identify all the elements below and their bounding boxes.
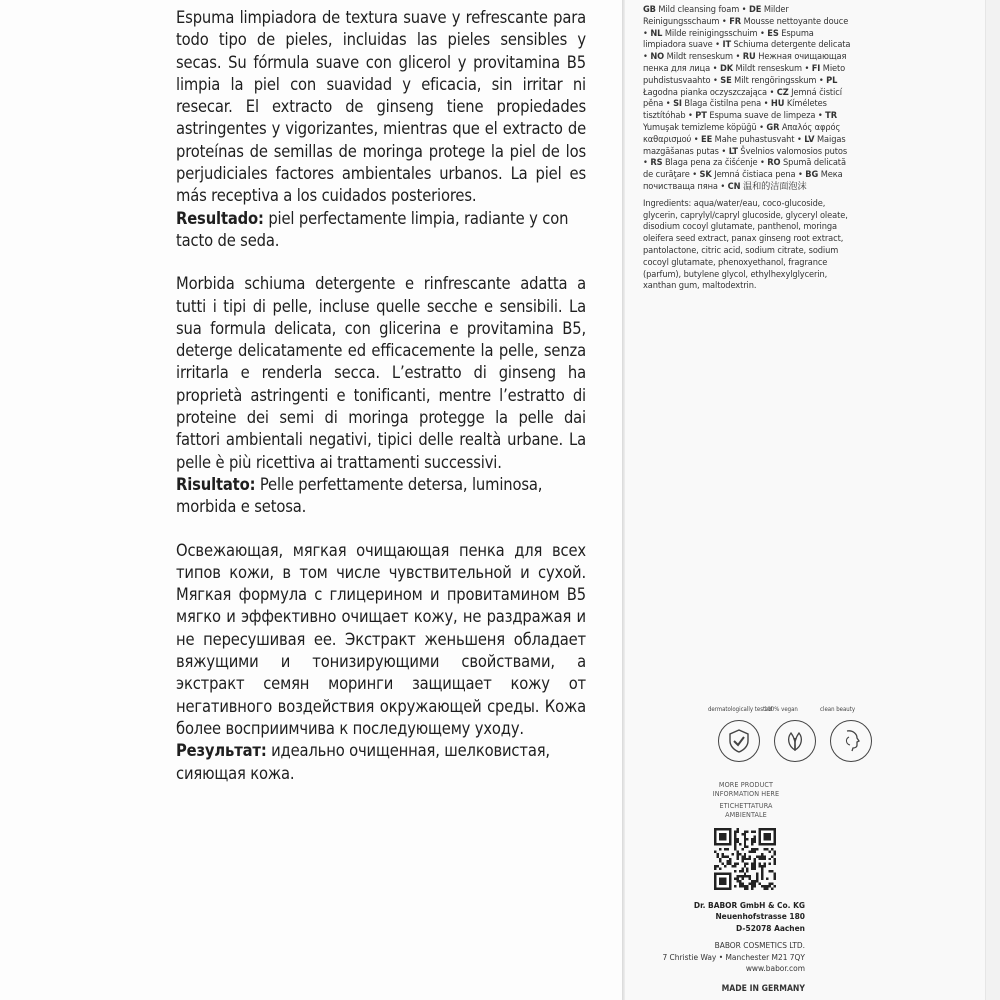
translated-product-name: Łagodna pianka oczyszczająca [643, 86, 767, 98]
language-code: PT [695, 110, 707, 122]
language-code: RU [742, 51, 756, 63]
ingredients-list: Ingredients: aqua/water/eau, coco-glucoside, glycerin, caprylyl/capryl glucoside, glyceryl oleate, disodium cocoyl glutamate, panthenol, moringa oleifera seed extract, panax ginseng root extract, pantolactone, citric acid, sodium citrate, sodium cocoyl glutamate, phenoxyethanol, fragrance (parfum), butylene glycol, ethylhexylglycerin, xanthan gum, maltodextrin. [643, 197, 848, 292]
language-code: GR [766, 121, 780, 133]
language-code: CZ [776, 86, 789, 98]
translated-product-name: Blaga pena za čišćenje [662, 157, 758, 169]
badge-label: dermatologically tested [708, 706, 772, 713]
face-profile-icon [838, 728, 864, 754]
translations-block [643, 4, 853, 292]
language-code: IT [722, 39, 731, 51]
company2-street: 7 Christie Way • Manchester M21 7QY [662, 951, 805, 962]
language-code: CN [727, 180, 741, 192]
translated-product-name: Απαλός αφρός καθαρισμού [643, 121, 841, 145]
clean-beauty-badge [820, 700, 876, 774]
language-code: HU [770, 98, 785, 110]
translated-product-name: Milt rengöringsskum [731, 74, 817, 86]
language-code: RO [767, 157, 781, 169]
language-code: TR [825, 110, 837, 122]
more-info-line: ETICHETTATURA [719, 801, 773, 810]
translated-product-name: Mildt renseskum [733, 62, 802, 74]
ru-result-text: идеально очищенная, шелковистая, сияющая кожа. [176, 741, 550, 783]
translated-product-name: Espuma suave de limpeza [706, 110, 816, 122]
translated-product-name: Jemná čisticí pěna [643, 86, 842, 110]
website: www.babor.com [745, 963, 805, 974]
language-code: SE [720, 74, 732, 86]
ru-result [176, 740, 586, 785]
vegan-badge [764, 700, 820, 774]
it-result-label: Risultato: [176, 474, 256, 494]
dermatologically-tested-badge [708, 700, 772, 774]
es-body: Espuma limpiadora de textura suave y refrescante para todo tipo de pieles, incluidas las pieles sensibles y secas. Su fórmula suave con glicerol y provitamina B5 limpia la piel con suavidad y eficacia, sin irritar ni resecar. El extracto de ginseng tiene propiedades astringentes y vigorizantes, mientras que el extracto de proteínas de semillas de moringa protege la piel de los perjudiciales factores ambientales urbanos. La piel es más receptiva a los cuidados posteriores. [176, 8, 586, 206]
translated-product-name: Jemná čistiaca pena [711, 169, 796, 181]
language-code: DE [748, 4, 762, 15]
language-code: FR [729, 15, 742, 27]
translated-product-name: 温和的洁面泡沫 [740, 180, 807, 192]
translated-product-name: Milde reinigingsschuim [662, 27, 758, 39]
language-code: LT [728, 145, 738, 157]
translated-product-name: Blaga čistilna pena [681, 98, 762, 110]
language-code: GB [643, 4, 656, 15]
more-info-line: AMBIENTALE [725, 810, 767, 819]
company-street: Neuenhofstrasse 180 [715, 911, 805, 922]
made-in: MADE IN GERMANY [721, 984, 805, 995]
language-code: NL [650, 27, 663, 39]
translated-product-name: Espuma limpiadora suave [643, 27, 814, 51]
it-body: Morbida schiuma detergente e rinfrescante adatta a tutti i tipi di pelle, incluse quelle secche e sensibili. La sua formula delicata, con glicerina e provitamina B5, deterge delicatamente ed efficacemente la pelle, senza irritarla e renderla secca. L’estratto di ginseng ha proprietà astringenti e tonificanti, mentre l’estratto di proteine dei semi di moringa protegge la pelle dai fattori ambientali negativi, tipici delle realtà urbane. La pelle è più ricettiva ai trattamenti successivi. [176, 274, 586, 472]
more-info-line: MORE PRODUCT [718, 780, 774, 789]
translated-product-name: Švelnios valomosios putos [737, 145, 848, 157]
qr-code[interactable] [714, 828, 776, 890]
language-code: ES [767, 27, 779, 39]
language-code: SI [673, 98, 682, 110]
check-shield-icon [726, 728, 752, 754]
manufacturer-address [645, 900, 805, 996]
company2-name: BABOR COSMETICS LTD. [714, 940, 805, 951]
translated-product-name: Yumuşak temizleme köpüğü [643, 121, 757, 133]
language-code: BG [805, 169, 819, 181]
language-code: LV [804, 133, 815, 145]
company-city: D-52078 Aachen [736, 922, 805, 933]
language-code: PL [826, 74, 838, 86]
translated-product-name: Milder Reinigungsschaum [643, 4, 789, 27]
language-code: DK [719, 62, 734, 74]
translated-product-name: Mieto puhdistusvaahto [643, 62, 846, 86]
certification-badges [708, 700, 872, 780]
ru-body: Освежающая, мягкая очищающая пенка для всех типов кожи, в том числе чувствительной и сухой. Мягкая формула с глицерином и провитамином B5 мягко и эффективно очищает кожу, не раздражая и не пересушивая ее. Экстракт женьшеня обладает вяжущими и тонизирующими свойствами, а экстракт семян моринги защищает кожу от негативного воздействия окружающей среды. Кожа более восприимчива к последующему уходу. [176, 540, 586, 738]
translated-product-name: Mousse nettoyante douce [741, 15, 849, 27]
product-name-translations: GB Mild cleansing foam • DE Milder Reinigungsschaum • FR Mousse nettoyante douce • NL Milde reinigingsschuim • ES Espuma limpiadora suave • IT Schiuma detergente delicata • NO Mildt renseskum • RU Нежная очищающая пенка для лица • DK Mildt renseskum • FI Mieto puhdistusvaahto • SE Milt rengöringsskum • PL Łagodna pianka oczyszczająca • CZ Jemná čisticí pěna • SI Blaga čistilna pena • HU Kíméletes tisztítóhab • PT Espuma suave de limpeza • TR Yumuşak temizleme köpüğü • GR Απαλός αφρός καθαρισμού • EE Mahe puhastusvaht • LV Maigas mazgāšanas putas • LT Švelnios valomosios putos • RS Blaga pena za čišćenje • RO Spumă delicată de curăţare • SK Jemná čistiaca pena • BG Мека почистваща пяна • CN 温和的洁面泡沫 [643, 4, 851, 192]
translated-product-name: Нежная очищающая пенка для лица [643, 51, 847, 74]
translated-product-name: Mild cleansing foam [655, 4, 740, 15]
language-code: SK [699, 169, 712, 181]
es-result-text: piel perfectamente limpia, radiante y con tacto de seda. [176, 208, 569, 250]
more-info-line: INFORMATION HERE [712, 789, 780, 798]
translated-product-name: Mahe puhastusvaht [712, 133, 795, 145]
more-info-label [690, 780, 802, 819]
it-result [176, 474, 586, 519]
es-result [176, 208, 586, 253]
language-code: EE [701, 133, 713, 145]
translated-product-name: Maigas mazgāšanas putas [643, 133, 846, 157]
translated-product-name: Schiuma detergente delicata [730, 39, 851, 51]
leaf-icon [782, 728, 808, 754]
language-code: RS [650, 157, 663, 169]
badge-label: clean beauty [820, 706, 856, 713]
badge-label: 100% vegan [764, 706, 798, 713]
translated-product-name: Spumă delicată de curăţare [643, 157, 846, 181]
es-result-label: Resultado: [176, 208, 264, 228]
description-column [176, 7, 586, 785]
ru-result-label: Результат: [176, 741, 267, 761]
translated-product-name: Mildt renseskum [664, 51, 733, 63]
language-code: NO [650, 51, 665, 63]
box-edge [985, 0, 1000, 1000]
translated-product-name: Мека почистваща пяна [643, 169, 843, 192]
it-result-text: Pelle perfettamente detersa, luminosa, morbida e setosa. [176, 474, 543, 517]
language-code: FI [811, 62, 821, 74]
translated-product-name: Kíméletes tisztítóhab [643, 98, 827, 122]
company-name: Dr. BABOR GmbH & Co. KG [693, 900, 805, 910]
